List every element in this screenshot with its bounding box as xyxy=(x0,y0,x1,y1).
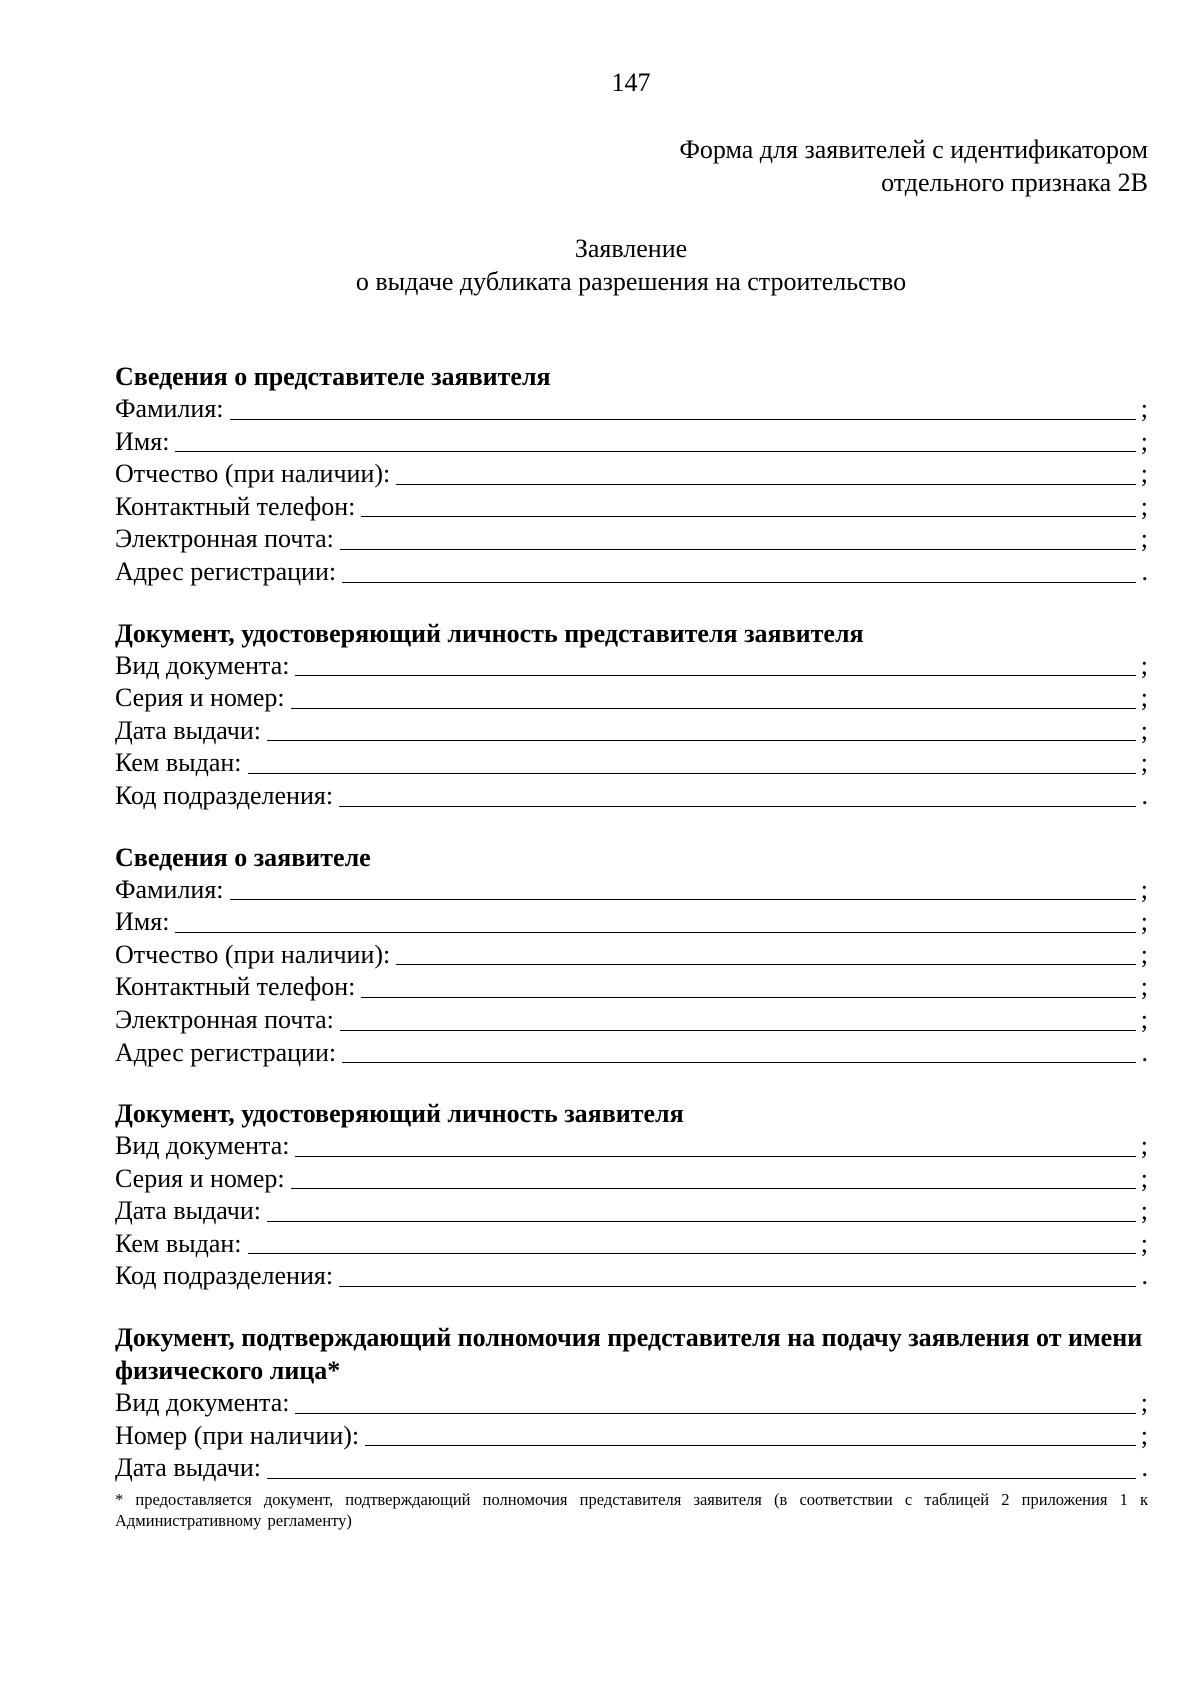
field-terminator: ; xyxy=(1140,1388,1148,1418)
field-terminator: ; xyxy=(1140,683,1148,713)
form-field xyxy=(115,682,1148,715)
field-input-line[interactable] xyxy=(175,932,1136,933)
form-field xyxy=(115,1420,1148,1453)
field-label: Контактный телефон: xyxy=(115,972,356,1002)
form-section xyxy=(115,617,1148,813)
field-input-line[interactable] xyxy=(340,549,1136,550)
form-field xyxy=(115,906,1148,939)
form-field xyxy=(115,458,1148,491)
title-line: о выдаче дубликата разрешения на строительство xyxy=(355,267,907,296)
form-field xyxy=(115,1130,1148,1163)
form-content xyxy=(115,360,1148,1531)
field-input-line[interactable] xyxy=(291,1188,1136,1189)
field-input-line[interactable] xyxy=(340,1030,1136,1031)
field-terminator: ; xyxy=(1140,1004,1148,1034)
form-field xyxy=(115,874,1148,907)
field-input-line[interactable] xyxy=(295,1156,1136,1157)
field-terminator: ; xyxy=(1140,1163,1148,1193)
field-input-line[interactable] xyxy=(175,451,1136,452)
field-input-line[interactable] xyxy=(248,1253,1137,1254)
field-input-line[interactable] xyxy=(295,675,1136,676)
field-terminator: ; xyxy=(1140,715,1148,745)
field-input-line[interactable] xyxy=(230,419,1136,420)
field-label: Дата выдачи: xyxy=(115,1453,262,1483)
field-label: Кем выдан: xyxy=(115,748,242,778)
field-label: Имя: xyxy=(115,907,170,937)
field-label: Кем выдан: xyxy=(115,1228,242,1258)
form-label-line: Форма для заявителей с идентификатором xyxy=(679,135,1148,164)
section-heading: Документ, удостоверяющий личность представителя заявителя xyxy=(115,618,864,648)
field-terminator: ; xyxy=(1140,874,1148,904)
field-terminator: . xyxy=(1141,556,1148,586)
field-input-line[interactable] xyxy=(342,582,1136,583)
field-terminator: ; xyxy=(1140,748,1148,778)
field-input-line[interactable] xyxy=(365,1445,1136,1446)
field-label: Дата выдачи: xyxy=(115,715,262,745)
field-input-line[interactable] xyxy=(248,773,1137,774)
form-field xyxy=(115,715,1148,748)
field-label: Электронная почта: xyxy=(115,524,334,554)
form-label-line: отдельного признака 2В xyxy=(881,168,1148,197)
field-input-line[interactable] xyxy=(230,899,1136,900)
field-terminator: ; xyxy=(1140,907,1148,937)
section-heading: Документ, подтверждающий полномочия представителя на подачу заявления от имени физического лица* xyxy=(115,1323,1143,1386)
field-input-line[interactable] xyxy=(339,806,1136,807)
field-input-line[interactable] xyxy=(295,1413,1136,1414)
section-heading: Сведения о представителе заявителя xyxy=(115,362,551,391)
field-terminator: . xyxy=(1141,1261,1148,1291)
section-heading: Сведения о заявителе xyxy=(115,842,371,872)
field-label: Фамилия: xyxy=(115,874,224,904)
form-field xyxy=(115,1387,1148,1420)
field-input-line[interactable] xyxy=(361,516,1136,517)
field-terminator: ; xyxy=(1140,939,1148,969)
field-input-line[interactable] xyxy=(342,1062,1136,1063)
form-field xyxy=(115,523,1148,556)
field-terminator: . xyxy=(1141,1453,1148,1483)
field-label: Вид документа: xyxy=(115,1388,290,1418)
form-field xyxy=(115,426,1148,459)
form-section xyxy=(115,841,1148,1070)
form-field xyxy=(115,1195,1148,1228)
field-label: Вид документа: xyxy=(115,1131,290,1161)
field-input-line[interactable] xyxy=(267,1478,1136,1479)
field-label: Серия и номер: xyxy=(115,683,285,713)
field-label: Отчество (при наличии): xyxy=(115,939,391,969)
field-input-line[interactable] xyxy=(339,1286,1136,1287)
form-field xyxy=(115,971,1148,1004)
field-label: Код подразделения: xyxy=(115,780,334,810)
field-label: Контактный телефон: xyxy=(115,491,356,521)
field-terminator: ; xyxy=(1140,491,1148,521)
form-section xyxy=(115,1097,1148,1293)
field-terminator: ; xyxy=(1140,426,1148,456)
section-heading: Документ, удостоверяющий личность заявителя xyxy=(115,1099,684,1129)
form-field xyxy=(115,780,1148,813)
field-terminator: . xyxy=(1141,780,1148,810)
form-section xyxy=(115,360,1148,589)
form-field xyxy=(115,1004,1148,1037)
field-label: Имя: xyxy=(115,426,170,456)
field-input-line[interactable] xyxy=(267,740,1136,741)
field-terminator: ; xyxy=(1140,1420,1148,1450)
field-input-line[interactable] xyxy=(396,484,1136,485)
form-field xyxy=(115,1260,1148,1293)
form-field xyxy=(115,556,1148,589)
field-input-line[interactable] xyxy=(361,997,1136,998)
field-terminator: ; xyxy=(1140,524,1148,554)
field-terminator: ; xyxy=(1140,972,1148,1002)
form-section xyxy=(115,1321,1148,1531)
form-field xyxy=(115,939,1148,972)
field-terminator: ; xyxy=(1140,394,1148,423)
field-label: Адрес регистрации: xyxy=(115,556,337,586)
field-label: Электронная почта: xyxy=(115,1004,334,1034)
field-label: Адрес регистрации: xyxy=(115,1037,337,1067)
field-label: Дата выдачи: xyxy=(115,1196,262,1226)
field-terminator: ; xyxy=(1140,1196,1148,1226)
form-field xyxy=(115,1452,1148,1485)
form-field xyxy=(115,747,1148,780)
field-label: Отчество (при наличии): xyxy=(115,459,391,489)
page-number: 147 xyxy=(611,68,651,97)
field-label: Серия и номер: xyxy=(115,1163,285,1193)
footnote: * предоставляется документ, подтверждающий полномочия представителя заявителя (в соответствии с таблицей 2 приложения 1 к Административному регламенту) xyxy=(115,1489,1148,1530)
title-line: Заявление xyxy=(574,234,688,263)
form-field xyxy=(115,1228,1148,1261)
field-label: Код подразделения: xyxy=(115,1261,334,1291)
field-terminator: . xyxy=(1141,1037,1148,1067)
field-terminator: ; xyxy=(1140,459,1148,489)
field-input-line[interactable] xyxy=(291,708,1136,709)
form-field xyxy=(115,1163,1148,1196)
form-label xyxy=(679,133,1148,199)
form-field xyxy=(115,650,1148,683)
form-field xyxy=(115,393,1148,426)
field-label: Вид документа: xyxy=(115,650,290,680)
field-input-line[interactable] xyxy=(267,1221,1136,1222)
field-label: Номер (при наличии): xyxy=(115,1420,360,1450)
field-terminator: ; xyxy=(1140,1131,1148,1161)
form-field xyxy=(115,1037,1148,1070)
form-field xyxy=(115,491,1148,524)
field-terminator: ; xyxy=(1140,650,1148,680)
field-input-line[interactable] xyxy=(396,964,1136,965)
field-label: Фамилия: xyxy=(115,394,224,423)
document-title xyxy=(0,232,1200,298)
field-terminator: ; xyxy=(1140,1228,1148,1258)
